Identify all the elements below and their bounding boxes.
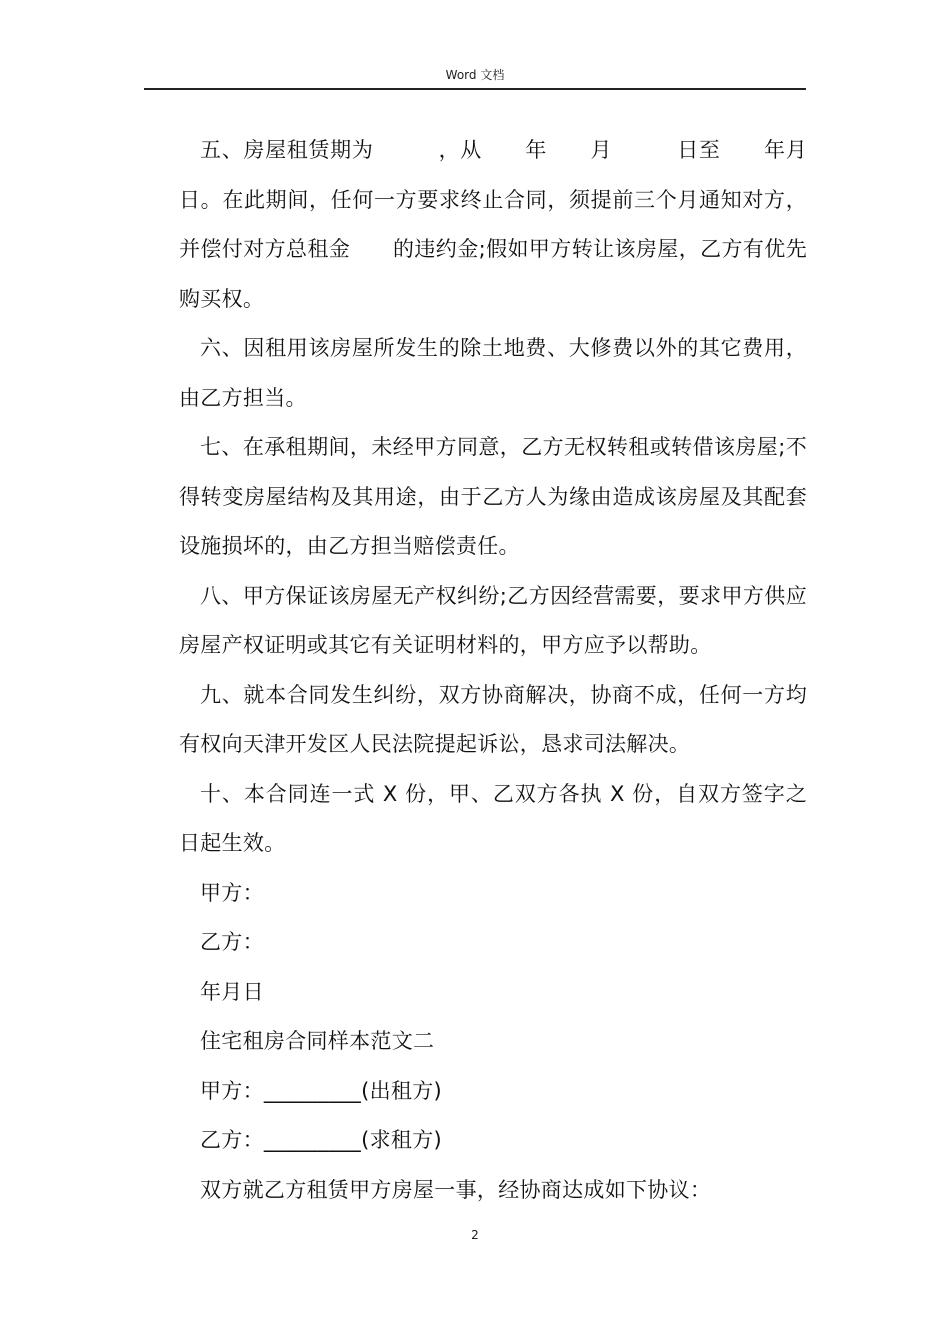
party-b-lessee: 乙方：_________(求租方)	[200, 1128, 442, 1152]
paragraph-sublease: 七、在承租期间，未经甲方同意，乙方无权转租或转借该房屋;不得转变房屋结构及其用途，由于乙方人为缘由造成该房屋及其配套设施损坏的，由乙方担当赔偿责任。	[179, 435, 807, 558]
page-header: Word 文档	[144, 64, 806, 90]
page-number: 2	[471, 1228, 479, 1242]
party-b-signature: 乙方：	[200, 930, 264, 954]
signature-date: 年月日	[200, 979, 264, 1004]
party-a-signature: 甲方：	[200, 880, 264, 905]
paragraph-disputes: 九、就本合同发生纠纷，双方协商解决，协商不成，任何一方均有权向天津开发区人民法院提起诉讼，恳求司法解决。	[179, 682, 807, 756]
paragraph-fees: 六、因租用该房屋所发生的除土地费、大修费以外的其它费用，由乙方担当。	[179, 336, 807, 410]
party-a-lessor: 甲方：_________(出租方)	[200, 1078, 442, 1103]
agreement-intro: 双方就乙方租赁甲方房屋一事，经协商达成如下协议：	[200, 1177, 712, 1202]
document-body	[179, 126, 850, 1215]
paragraph-property-rights: 八、甲方保证该房屋无产权纠纷;乙方因经营需要，要求甲方供应房屋产权证明或其它有关证明材料的，甲方应予以帮助。	[179, 583, 807, 657]
section-title: 住宅租房合同样本范文二	[200, 1029, 435, 1053]
paragraph-lease-term: 五、房屋租赁期为 ，从 年 月 日至 年月 日。在此期间，任何一方要求终止合同，须提前三个月通知对方，并偿付对方总租金 的违约金;假如甲方转让该房屋，乙方有优先购买权。	[179, 138, 850, 311]
paragraph-copies: 十、本合同连一式 X 份，甲、乙双方各执 X 份，自双方签字之日起生效。	[179, 781, 807, 855]
